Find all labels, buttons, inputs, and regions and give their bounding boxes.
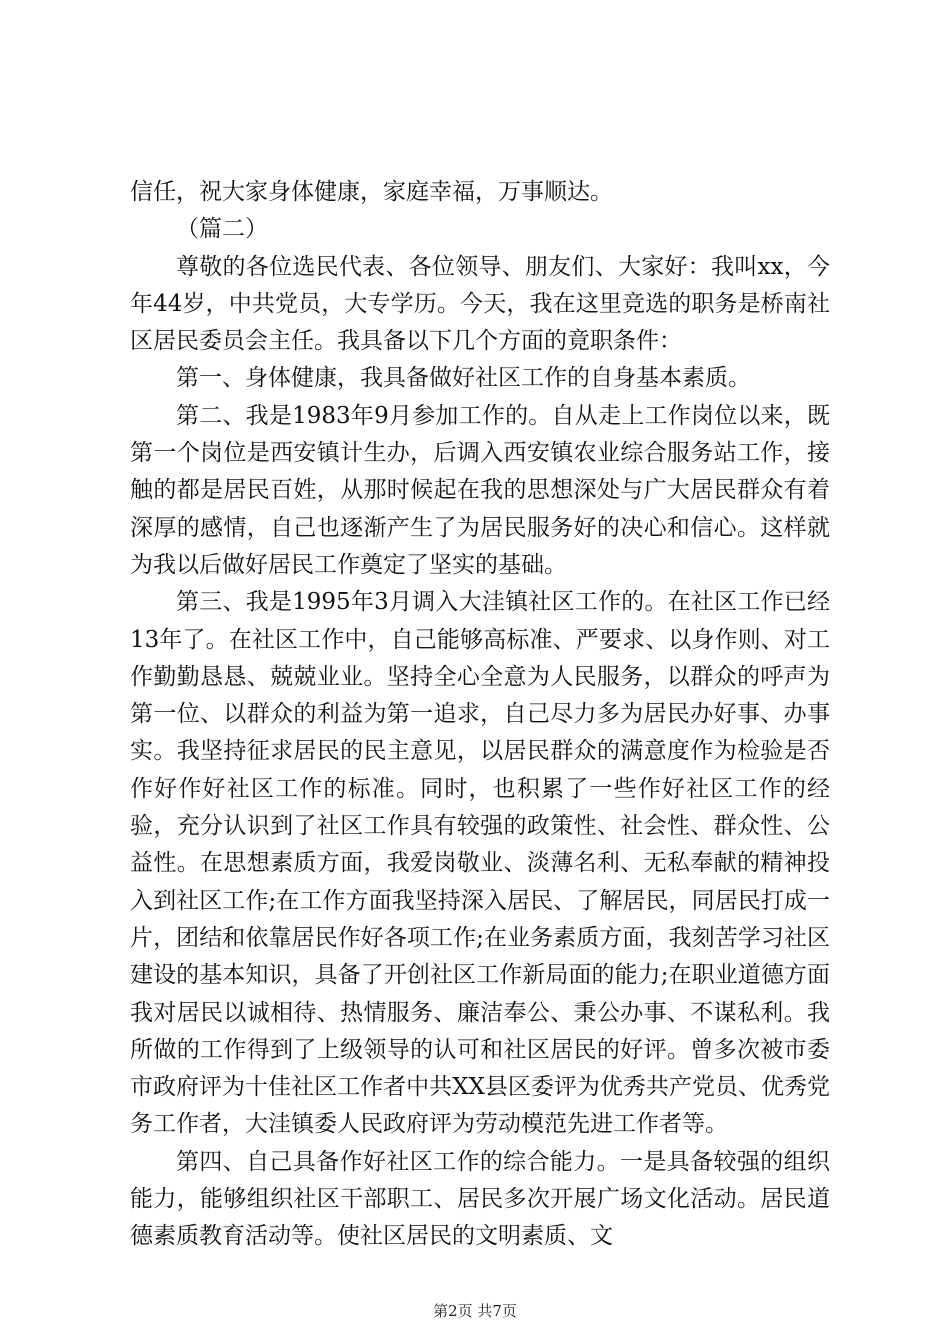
paragraph-condition-two: 第二、我是1983年9月参加工作的。自从走上工作岗位以来，既第一个岗位是西安镇计生办，后调入西安镇农业综合服务站工作，接触的都是居民百姓，从那时候起在我的思想深处与广大居民群众有着深厚的感情，自己也逐渐产生了为居民服务好的决心和信心。这样就为我以后做好居民工作奠定了坚实的基础。 (130, 402, 830, 578)
paragraph-closing-wishes: 信任，祝大家身体健康，家庭幸福，万事顺达。 (130, 179, 613, 205)
page-indicator: 第2页 共7页 (433, 1302, 517, 1320)
paragraph-condition-four: 第四、自己具备作好社区工作的综合能力。一是具备较强的组织能力，能够组织社区干部职工、居民多次开展广场文化活动。居民道德素质教育活动等。使社区居民的文明素质、文 (130, 1148, 830, 1250)
page-footer (0, 1300, 950, 1321)
section-heading: （篇二） (176, 216, 268, 243)
paragraph-condition-three: 第三、我是1995年3月调入大洼镇社区工作的。在社区工作已经13年了。在社区工作中，自己能够高标准、严要求、以身作则、对工作勤勤恳恳、兢兢业业。坚持全心全意为人民服务，以群众的呼声为第一位、以群众的利益为第一追求，自己尽力多为居民办好事、办事实。我坚持征求居民的民主意见，以居民群众的满意度作为检验是否作好作好社区工作的标准。同时，也积累了一些作好社区工作的经验，充分认识到了社区工作具有较强的政策性、社会性、群众性、公益性。在思想素质方面，我爱岗敬业、淡薄名利、无私奉献的精神投入到社区工作;在工作方面我坚持深入居民、了解居民，同居民打成一片，团结和依靠居民作好各项工作;在业务素质方面，我刻苦学习社区建设的基本知识，具备了开创社区工作新局面的能力;在职业道德方面我对居民以诚相待、热情服务、廉洁奉公、秉公办事、不谋私利。我所做的工作得到了上级领导的认可和社区居民的好评。曾多次被市委市政府评为十佳社区工作者中共XX县区委评为优秀共产党员、优秀党务工作者，大洼镇委人民政府评为劳动模范先进工作者等。 (130, 589, 830, 1138)
paragraph-greeting: 尊敬的各位选民代表、各位领导、朋友们、大家好：我叫xx，今年44岁，中共党员，大专学历。今天，我在这里竞选的职务是桥南社区居民委员会主任。我具备以下几个方面的竟职条件： (130, 253, 830, 355)
paragraph-condition-one: 第一、身体健康，我具备做好社区工作的自身基本素质。 (176, 365, 751, 392)
document-body (130, 174, 830, 1256)
